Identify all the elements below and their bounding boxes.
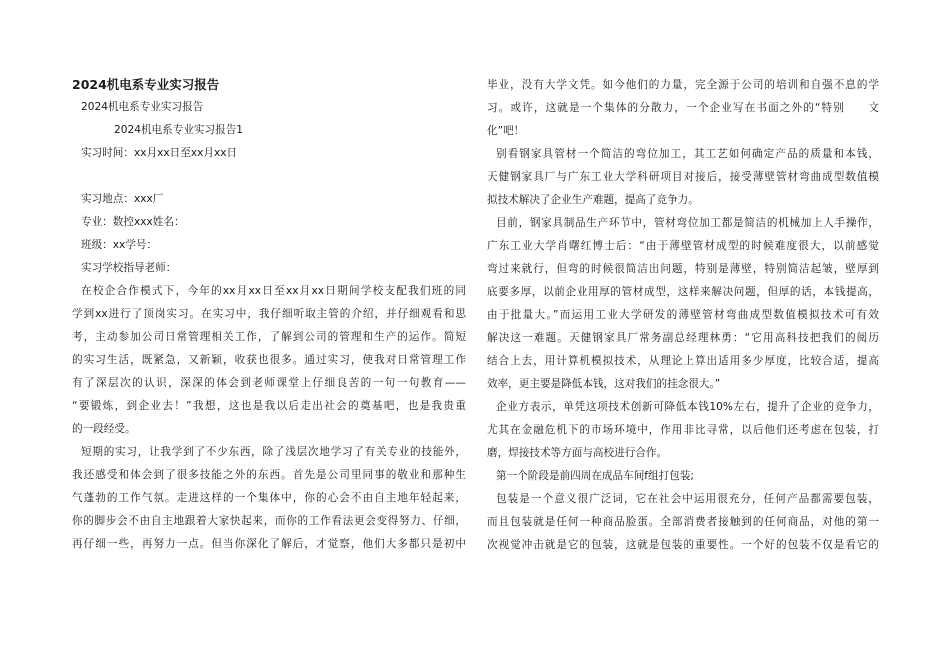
text-line: 专业：数控xxx姓名： xyxy=(81,216,185,228)
text-line: 化”吧！ xyxy=(487,125,525,137)
text-line: 效率，更主要是降低本钱，这对我们的挂念很大。” xyxy=(487,378,721,390)
text-line: 班级：xx学号： xyxy=(81,239,158,251)
left-column-text xyxy=(72,96,466,556)
text-line: 考，主动参加公司日常管理相关工作，了解到公司的管理和生产的运作。简短 xyxy=(72,331,466,343)
text-line: 而且包装就是任何一种商品脸蛋。全部消费者接触到的任何商品，对他的第一 xyxy=(487,516,879,528)
text-line: 的实习生活，既紧急，又新颖，收获也很多。通过实习，使我对日常管理工作 xyxy=(72,354,466,366)
text-line: 再仔细一些，再努力一点。但当你深化了解后，才觉察，他们大多都只是初中 xyxy=(72,538,466,550)
text-line: 2024机电系专业实习报告 xyxy=(81,101,204,113)
text-line: 企业方表示，单凭这项技术创新可降低本钱10%左右，提升了企业的竞争力， xyxy=(496,401,879,413)
text-line: 包装是一个意义很广泛词，它在社会中运用很充分，任何产品都需要包装， xyxy=(496,493,879,505)
text-line: 毕业，没有大学文凭。如今他们的力量，完全源于公司的培训和自强不息的学 xyxy=(487,79,879,91)
text-line: 有了深层次的认识，深深的体会到老师课堂上仔细良苦的一句一句教育—— xyxy=(72,377,466,389)
text-line: 学到xx进行了顶岗实习。在实习中，我仔细听取主管的介绍，并仔细观看和思 xyxy=(72,308,466,320)
text-line: 短期的实习，让我学到了不少东西，除了浅层次地学习了有关专业的技能外， xyxy=(81,446,466,458)
text-line: 的一段经受。 xyxy=(72,423,136,435)
text-line: 拟技术解决了企业生产难题，提高了竞争力。 xyxy=(487,194,699,206)
text-line: 实习学校指导老师： xyxy=(81,262,177,274)
text-line: 别看钢家具管材一个简洁的弯位加工，其工艺如何确定产品的质量和本钱， xyxy=(496,148,879,160)
text-line: 底要多厚，以前企业用厚的管材成型，这样来解决问题，但厚的话，本钱提高， xyxy=(487,286,879,298)
text-line: 2024机电系专业实习报告1 xyxy=(114,124,244,136)
text-line: 你的脚步会不由自主地跟着大家快起来，而你的工作看法更会变得努力、仔细， xyxy=(72,515,466,527)
text-line: 尤其在金融危机下的市场环境中，作用非比寻常，以后他们还考虑在包装，打 xyxy=(487,424,879,436)
text-line: 解决这一难题。天健钢家具厂常务副总经理林勇：“它用高科技把我们的阅历 xyxy=(487,332,879,344)
text-line: 目前，钢家具制品生产环节中，管材弯位加工都是简洁的机械加上人手操作， xyxy=(496,217,879,229)
text-line: 在校企合作模式下，今年的xx月xx日至xx月xx日期间学校支配我们班的同 xyxy=(81,285,466,297)
text-line: 广东工业大学肖曙红博士后：“由于薄壁管材成型的时候难度很大，以前感觉 xyxy=(487,240,879,252)
left-column xyxy=(72,74,466,556)
text-line: 次视觉冲击就是它的包装，这就是包装的重要性。一个好的包装不仅是看它的 xyxy=(487,539,879,551)
text-line: 磨，焊接技术等方面与高校进行合作。 xyxy=(487,447,668,459)
text-line: 第一个阶段是前四周在成品车间f组打包装; xyxy=(496,470,694,482)
text-line: 由于批量大。”而运用工业大学研发的薄壁管材弯曲成型数值模拟技术可有效 xyxy=(487,309,879,321)
text-line: “要锻炼，到企业去！”我想，这也是我以后走出社会的奠基吧，也是我贵重 xyxy=(72,400,466,412)
document-title: 2024机电系专业实习报告 xyxy=(72,77,220,92)
right-column xyxy=(487,74,879,557)
text-line: 习。或许，这就是一个集体的分散力，一个企业写在书面之外的“特别 文 xyxy=(487,102,879,114)
text-line: 弯过来就行，但弯的时候很简洁出问题，特别是薄壁，特别简洁起皱，壁厚到 xyxy=(487,263,879,275)
text-line: 我还感受和体会到了很多技能之外的东西。首先是公司里同事的敬业和那种生 xyxy=(72,469,466,481)
text-line: 气蓬勃的工作气氛。走进这样的一个集体中，你的心会不由自主地年轻起来， xyxy=(72,492,466,504)
text-line: 结合上去，用计算机模拟技术，从理论上算出适用多少厚度，比较合适，提高 xyxy=(487,355,879,367)
text-line: 实习地点：xxx厂 xyxy=(81,193,164,205)
text-line: 天健钢家具厂与广东工业大学科研项目对接后，接受薄壁管材弯曲成型数值模 xyxy=(487,171,879,183)
blank-line xyxy=(72,165,466,188)
text-line: 实习时间：xx月xx日至xx月xx日 xyxy=(81,147,238,159)
right-column-text xyxy=(487,74,879,557)
